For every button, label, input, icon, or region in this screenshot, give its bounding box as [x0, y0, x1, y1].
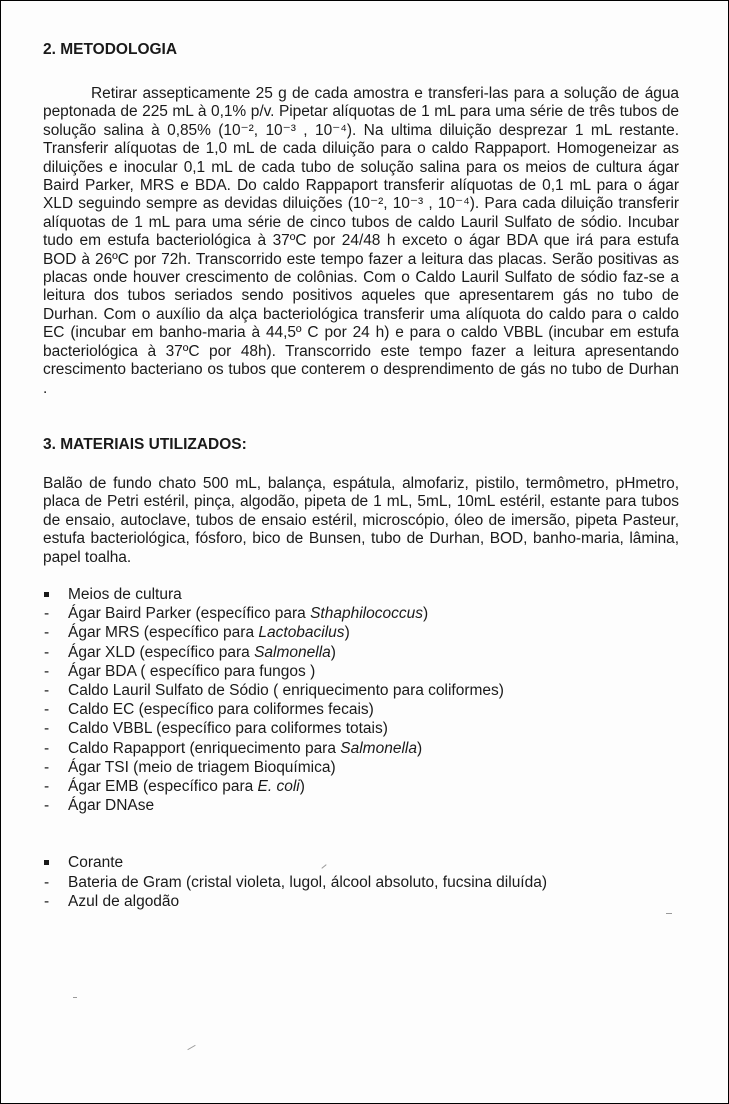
- bullet-icon: [44, 860, 49, 865]
- stain-list: [43, 853, 679, 911]
- list-item: - Caldo Rapapport (enriquecimento para Salmonella): [44, 739, 423, 757]
- methodology-paragraph: Retirar assepticamente 25 g de cada amostra e transferi-las para a solução de água peptonada de 225 mL à 0,1% p/v. Pipetar alíquotas de 1 mL para uma série de três tubos de solução salina à 0,85% (10⁻², 10⁻³ , 10⁻⁴). Na ultima diluição desprezar 1 mL restante. Transferir alíquotas de 1,0 mL de cada diluição para o caldo Rappaport. Homogeneizar as diluições e inocular 0,1 mL de cada tubo de solução salina para os meios de cultura ágar Baird Parker, MRS e BDA. Do caldo Rappaport transferir alíquotas de 0,1 mL para o ágar XLD seguindo sempre as devidas diluições (10⁻², 10⁻³ , 10⁻⁴). Para cada diluição transferir alíquotas de 1 mL para uma série de cinco tubos de caldo Lauril Sulfato de sódio. Incubar tudo em estufa bacteriológica à 37ºC por 24/48 h exceto o ágar BDA que irá para estufa BOD à 26ºC por 72h. Transcorrido este tempo fazer a leitura das placas. Serão positivas as placas onde houver crescimento de colônias. Com o Caldo Lauril Sulfato de sódio faz-se a leitura dos tubos seriados sendo positivos aqueles que apresentarem gás no tubo de Durhan. Com o auxílio da alça bacteriológica transferir uma alíquota do caldo para o caldo EC (incubar em banho-maria à 44,5º C por 24 h) e para o caldo VBBL (incubar em estufa bacteriológica à 37ºC por 48h). Transcorrido este tempo fazer a leitura apresentando crescimento bacteriano os tubos que conterem o desprendimento de gás no tubo de Durhan .: [43, 85, 679, 397]
- culture-media-list: [43, 585, 679, 815]
- stain-header: Corante: [43, 853, 679, 872]
- list-item: - Ágar EMB (específico para E. coli): [44, 777, 305, 795]
- list-item: - Ágar MRS (específico para Lactobacilus): [44, 624, 350, 642]
- section-2-heading: 2. METODOLOGIA: [43, 41, 178, 58]
- list-item: - Caldo Lauril Sulfato de Sódio ( enriquecimento para coliformes): [44, 681, 504, 699]
- document-body: [43, 41, 679, 911]
- list-item: - Caldo VBBL (específico para coliformes totais): [44, 720, 388, 738]
- scan-speck: [666, 913, 672, 914]
- list-item: - Ágar DNAse: [44, 797, 155, 815]
- list-item: - Azul de algodão: [44, 892, 180, 910]
- list-item: - Ágar Baird Parker (específico para Sthaphilococcus): [44, 605, 429, 623]
- section-3-heading: 3. MATERIAIS UTILIZADOS:: [43, 435, 247, 453]
- culture-media-header: Meios de cultura: [43, 585, 679, 604]
- scan-speck: [187, 1045, 195, 1050]
- scan-speck: [73, 997, 77, 998]
- list-item: - Bateria de Gram (cristal violeta, lugol, álcool absoluto, fucsina diluída): [44, 873, 548, 891]
- bullet-icon: [44, 592, 49, 597]
- list-item: - Ágar XLD (específico para Salmonella): [44, 643, 336, 661]
- list-item: - Ágar BDA ( específico para fungos ): [44, 662, 316, 680]
- list-item: - Ágar TSI (meio de triagem Bioquímica): [44, 758, 336, 776]
- materials-paragraph: Balão de fundo chato 500 mL, balança, espátula, almofariz, pistilo, termômetro, pHmetro, placa de Petri estéril, pinça, algodão, pipeta de 1 mL, 5mL, 10mL estéril, estante para tubos de ensaio, autoclave, tubos de ensaio estéril, microscópio, óleo de imersão, pipeta Pasteur, estufa bacteriológica, fósforo, bico de Bunsen, tubo de Durhan, BOD, banho-maria, lâmina, papel toalha.: [43, 474, 679, 566]
- list-item: - Caldo EC (específico para coliformes fecais): [44, 701, 374, 719]
